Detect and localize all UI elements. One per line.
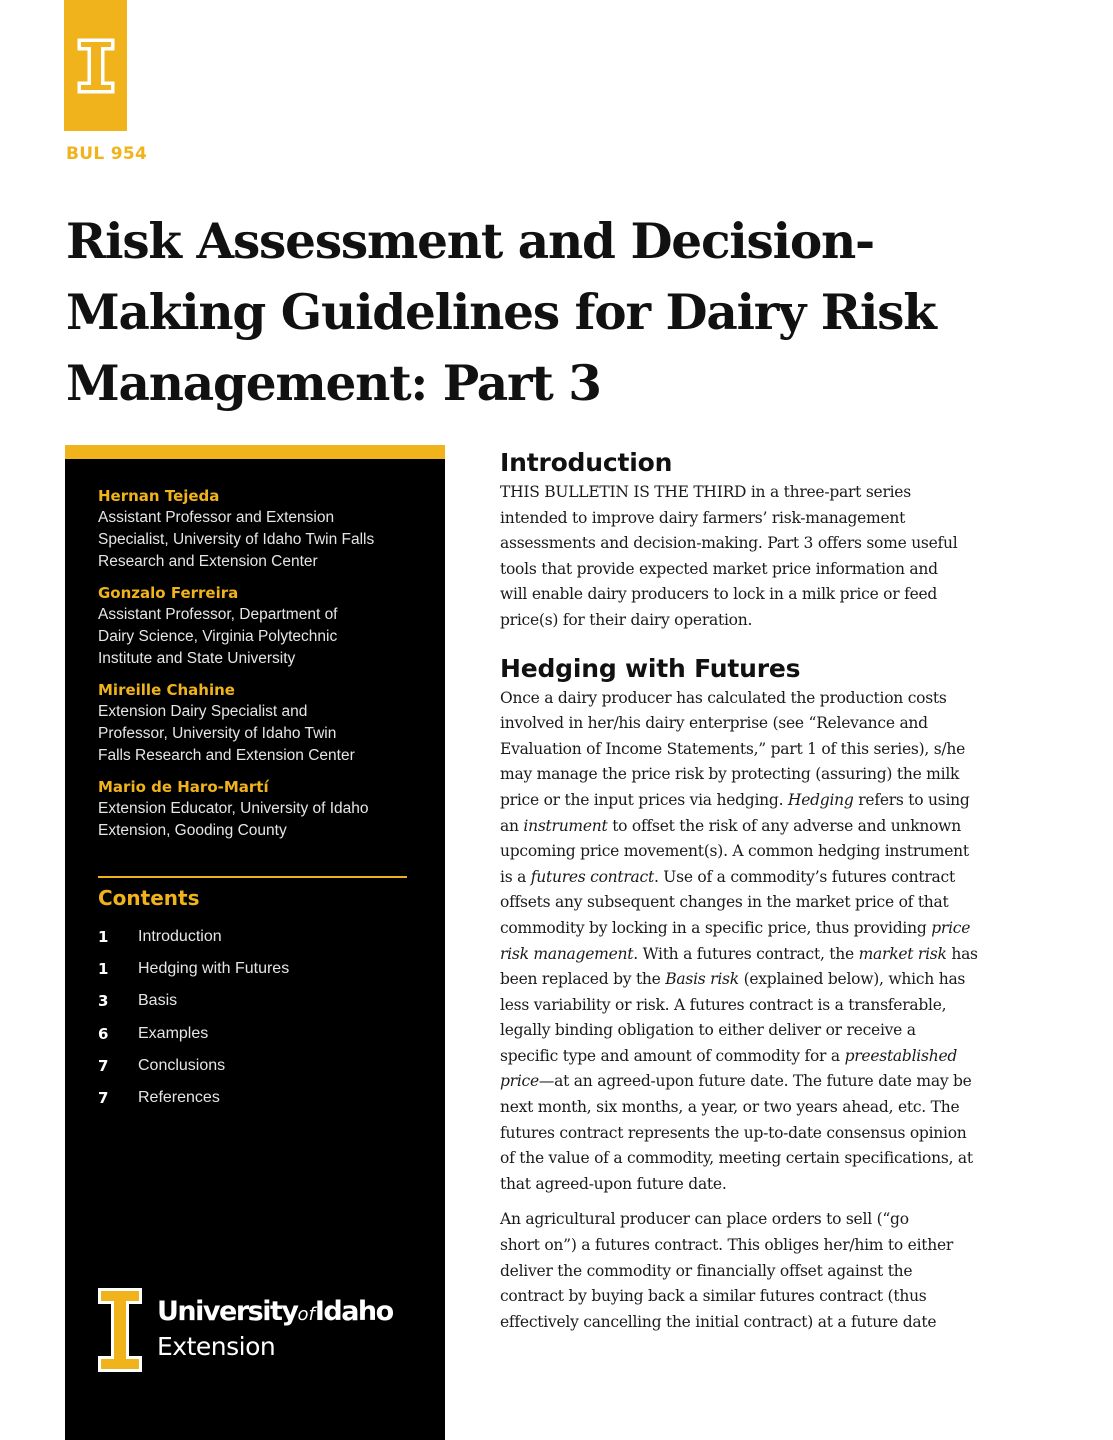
text-line: effectively cancelling the initial contract) at a future date	[500, 1312, 937, 1331]
toc-label: Examples	[138, 1024, 209, 1042]
text-line: assessments and decision-making. Part 3 offers some useful	[500, 534, 958, 553]
text-run: commodity by locking in a specific price, thus providing	[500, 918, 932, 937]
logo-line-university	[157, 1297, 393, 1330]
toc-item[interactable]	[98, 953, 418, 985]
contents-divider	[98, 876, 407, 878]
author-affiliation: Specialist, University of Idaho Twin Falls	[98, 531, 375, 548]
author-affiliation: Assistant Professor, Department of	[98, 606, 338, 623]
title-line: Management: Part 3	[66, 355, 601, 412]
text-line: legally binding obligation to either deliver or receive a	[500, 1021, 916, 1040]
bulletin-number: BUL 954	[66, 144, 148, 164]
sidebar-accent-bar	[65, 445, 445, 459]
author-entry	[98, 679, 428, 767]
author-affiliation: Assistant Professor and Extension	[98, 509, 335, 526]
block-i-icon	[77, 38, 115, 94]
author-affiliation: Extension Educator, University of Idaho	[98, 800, 369, 817]
text-line: involved in her/his dairy enterprise (see “Relevance and	[500, 714, 928, 733]
toc-page-number: 1	[98, 960, 109, 979]
author-entry	[98, 485, 428, 573]
university-of-idaho-extension-logo	[97, 1287, 427, 1377]
text-line: next month, six months, a year, or two years ahead, etc. The	[500, 1098, 960, 1117]
text-line: Evaluation of Income Statements,” part 1 of this series), s/he	[500, 739, 966, 758]
emphasis: preestablished	[844, 1046, 958, 1065]
table-of-contents	[98, 921, 418, 1114]
text-line: Once a dairy producer has calculated the production costs	[500, 688, 947, 707]
text-line	[500, 865, 1010, 891]
hedging-paragraph-1	[500, 686, 1010, 1198]
emphasis: price	[931, 918, 971, 937]
text-run: (explained below), which has	[738, 970, 966, 989]
text-run: . Use of a commodity’s futures contract	[653, 867, 955, 886]
author-affiliation: Dairy Science, Virginia Polytechnic	[98, 628, 338, 645]
toc-item[interactable]	[98, 1050, 418, 1082]
author-entry	[98, 776, 428, 842]
toc-page-number: 3	[98, 992, 109, 1011]
toc-label: Conclusions	[138, 1056, 226, 1074]
emphasis: risk management	[500, 944, 634, 963]
emphasis: price	[500, 1072, 539, 1091]
text-line: tools that provide expected market price information and	[500, 559, 938, 578]
text-line: of the value of a commodity, meeting certain specifications, at	[500, 1149, 973, 1168]
text-line: price(s) for their dairy operation.	[500, 610, 753, 629]
toc-item[interactable]	[98, 985, 418, 1017]
text-line: that agreed-upon future date.	[500, 1174, 727, 1193]
toc-item[interactable]	[98, 921, 418, 953]
text-run: an	[500, 816, 524, 835]
author-name: Mireille Chahine	[98, 681, 235, 699]
text-line: short on”) a futures contract. This obliges her/him to either	[500, 1236, 954, 1255]
text-line: will enable dairy producers to lock in a milk price or feed	[500, 585, 938, 604]
emphasis: instrument	[523, 816, 608, 835]
toc-label: Introduction	[138, 928, 222, 946]
emphasis: futures contract	[530, 867, 654, 886]
emphasis: market risk	[858, 944, 947, 963]
toc-page-number: 6	[98, 1024, 109, 1043]
text-line	[500, 916, 1010, 942]
toc-label: Hedging with Futures	[138, 960, 290, 978]
logo-word: University	[157, 1296, 298, 1327]
text-run: is a	[500, 867, 531, 886]
author-affiliation: Institute and State University	[98, 650, 296, 667]
text-run: refers to using	[853, 790, 970, 809]
emphasis: Basis risk	[665, 970, 739, 989]
title-line: Risk Assessment and Decision-	[66, 213, 874, 270]
text-line: less variability or risk. A futures contract is a transferable,	[500, 995, 947, 1014]
text-line: offsets any subsequent changes in the market price of that	[500, 893, 949, 912]
intro-paragraph	[500, 480, 1010, 634]
text-line: deliver the commodity or financially offset against the	[500, 1261, 913, 1280]
main-content	[500, 446, 1010, 1335]
text-run: price or the input prices via hedging.	[500, 790, 788, 809]
author-entry	[98, 582, 428, 670]
author-affiliation: Falls Research and Extension Center	[98, 747, 355, 764]
logo-word: of	[297, 1304, 315, 1325]
text-line	[500, 1069, 1010, 1095]
author-affiliation: Research and Extension Center	[98, 553, 318, 570]
text-run: to offset the risk of any adverse and unknown	[607, 816, 961, 835]
toc-page-number: 7	[98, 1089, 109, 1108]
toc-page-number: 1	[98, 928, 109, 947]
contents-heading: Contents	[98, 886, 200, 910]
text-line	[500, 814, 1010, 840]
author-affiliation: Extension Dairy Specialist and	[98, 703, 308, 720]
text-line: upcoming price movement(s). A common hedging instrument	[500, 842, 969, 861]
logo-word: Idaho	[314, 1296, 393, 1327]
author-name: Hernan Tejeda	[98, 487, 220, 505]
author-affiliation: Extension, Gooding County	[98, 822, 287, 839]
author-name: Gonzalo Ferreira	[98, 584, 239, 602]
logo-line-extension: Extension	[157, 1332, 276, 1361]
toc-item[interactable]	[98, 1082, 418, 1114]
text-line: contract by buying back a similar futures contract (thus	[500, 1287, 927, 1306]
text-run: has	[946, 944, 978, 963]
toc-label: Basis	[138, 992, 178, 1010]
title-line: Making Guidelines for Dairy Risk	[66, 284, 936, 341]
author-list	[98, 485, 428, 851]
section-heading-hedging: Hedging with Futures	[500, 653, 801, 683]
text-line: intended to improve dairy farmers’ risk-management	[500, 508, 906, 527]
text-line: THIS BULLETIN IS THE THIRD in a three-part series	[500, 483, 911, 501]
text-run: specific type and amount of commodity for a	[500, 1046, 845, 1065]
text-line: futures contract represents the up-to-date consensus opinion	[500, 1123, 967, 1142]
hedging-paragraph-2	[500, 1207, 1010, 1335]
page-title	[66, 206, 1056, 419]
text-run: —at an agreed-upon future date. The future date may be	[538, 1072, 972, 1091]
toc-page-number: 7	[98, 1056, 109, 1075]
text-line	[500, 942, 1010, 968]
block-i-icon	[97, 1287, 143, 1373]
author-name: Mario de Haro-Martí	[98, 778, 269, 796]
logo-wordmark	[157, 1297, 393, 1362]
toc-item[interactable]	[98, 1018, 418, 1050]
section-heading-introduction: Introduction	[500, 448, 673, 477]
text-run: been replaced by the	[500, 970, 666, 989]
text-line	[500, 788, 1010, 814]
text-line: An agricultural producer can place orders to sell (“go	[500, 1210, 909, 1229]
text-line	[500, 967, 1010, 993]
text-line: may manage the price risk by protecting (assuring) the milk	[500, 765, 960, 784]
sidebar	[65, 445, 445, 1440]
toc-label: References	[138, 1089, 220, 1107]
text-line	[500, 1044, 1010, 1070]
author-affiliation: Professor, University of Idaho Twin	[98, 725, 337, 742]
emphasis: Hedging	[787, 790, 854, 809]
text-run: . With a futures contract, the	[633, 944, 859, 963]
university-i-logo	[64, 0, 127, 131]
